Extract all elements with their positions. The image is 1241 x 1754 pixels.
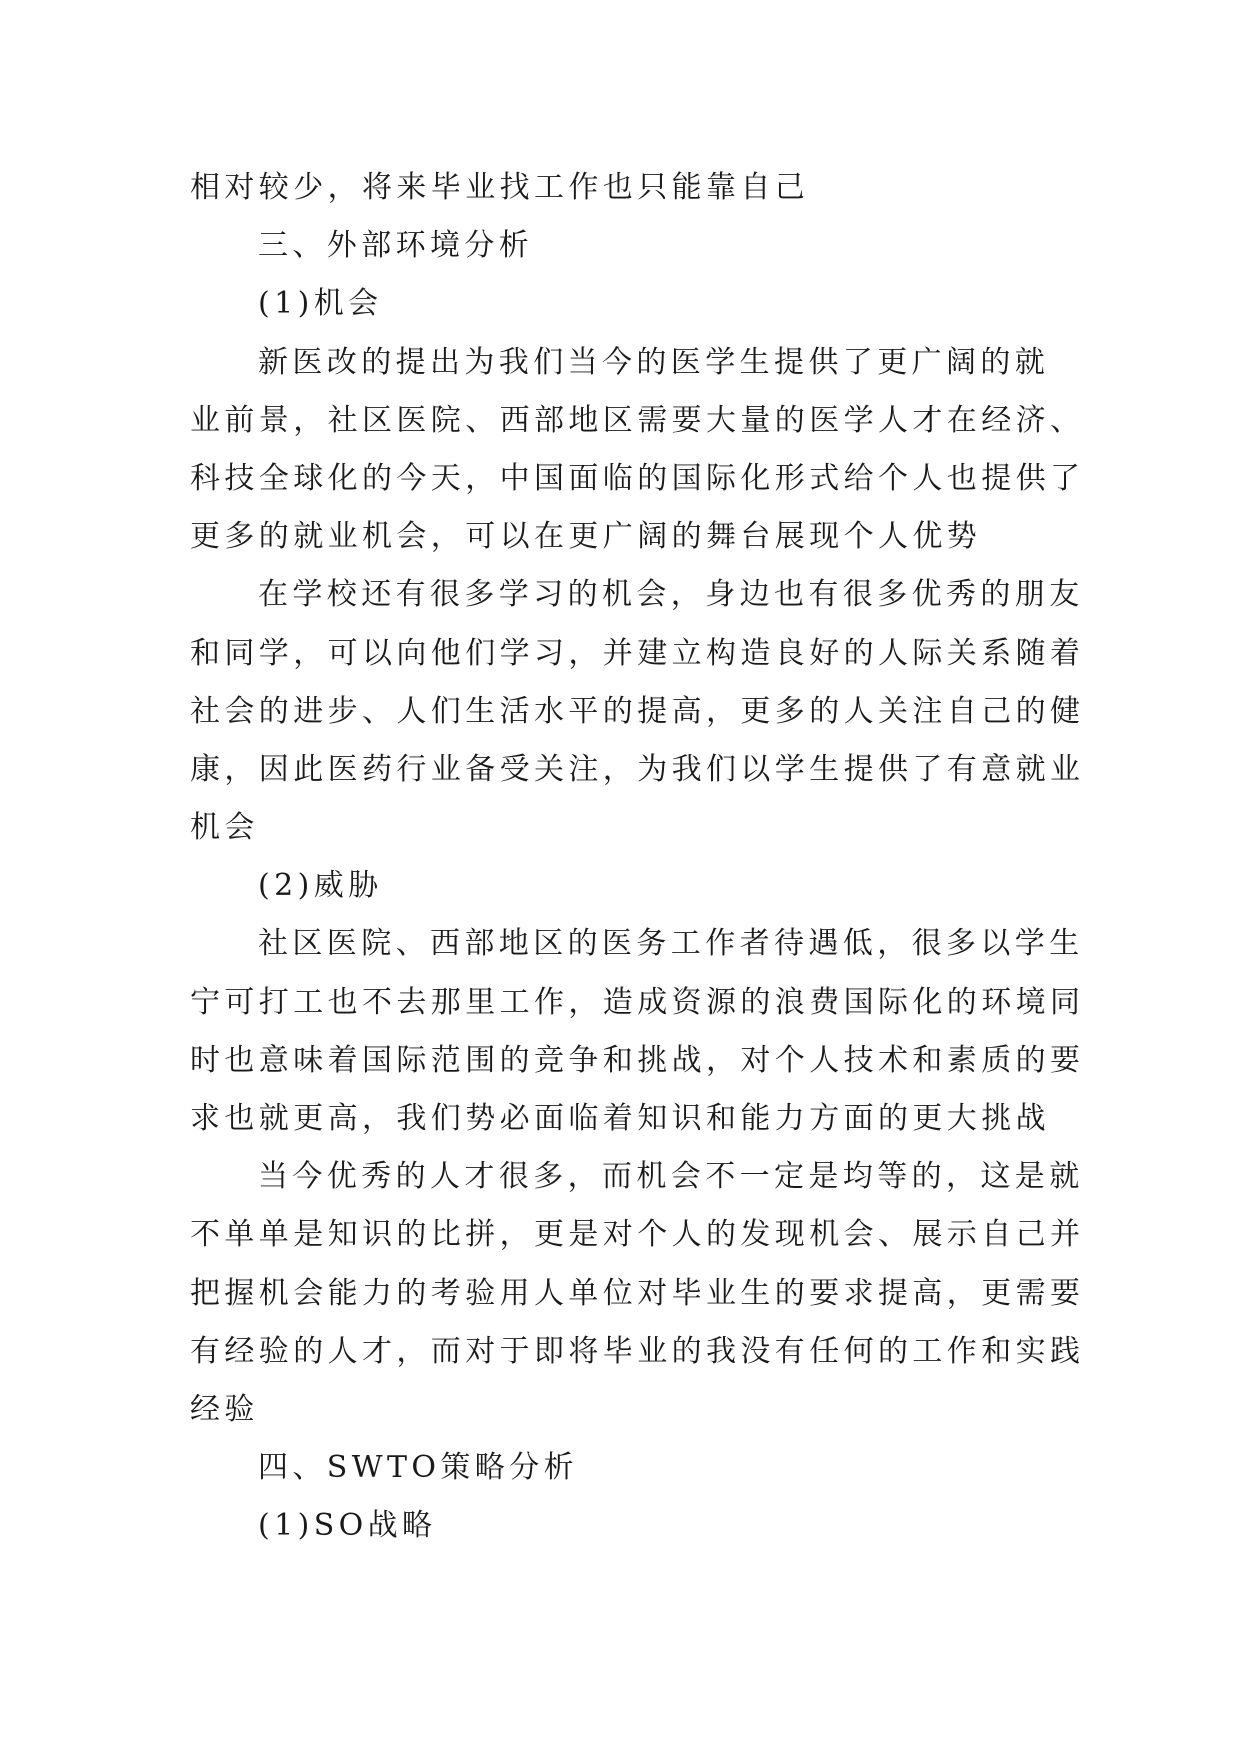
paragraph-first-line: 新医改的提出为我们当今的医学生提供了更广阔的就: [258, 344, 1050, 380]
text-line: 相对较少，将来毕业找工作也只能靠自己: [190, 170, 810, 205]
text-line: 科技全球化的今天，中国面临的国际化形式给个人也提供了: [190, 460, 1085, 496]
paragraph-first-line: 社区医院、西部地区的医务工作者待遇低，很多以学生: [258, 926, 1084, 962]
text-line: 不单单是知识的比拼，更是对个人的发现机会、展示自己并: [190, 1217, 1085, 1253]
paragraph-first-line: 四、SWTO策略分析: [258, 1450, 578, 1486]
paragraph-first-line: 在学校还有很多学习的机会，身边也有很多优秀的朋友: [258, 577, 1084, 613]
paragraph-first-line: (2)威胁: [258, 868, 383, 904]
text-line: 康，因此医药行业备受关注，为我们以学生提供了有意就业: [190, 751, 1085, 787]
text-line: 机会: [190, 810, 259, 846]
document-body: [190, 159, 1085, 1556]
text-line: 求也就更高，我们势必面临着知识和能力方面的更大挑战: [190, 1101, 1050, 1136]
text-line: 更多的就业机会，可以在更广阔的舞台展现个人优势: [190, 519, 982, 555]
paragraph-first-line: 当今优秀的人才很多，而机会不一定是均等的，这是就: [258, 1159, 1084, 1195]
text-line: 和同学，可以向他们学习，并建立构造良好的人际关系随着: [190, 635, 1085, 671]
text-line: 有经验的人才，而对于即将毕业的我没有任何的工作和实践: [190, 1333, 1085, 1369]
text-line: 经验: [190, 1391, 259, 1427]
text-line: 把握机会能力的考验用人单位对毕业生的要求提高，更需要: [190, 1275, 1085, 1311]
text-line: 社会的进步、人们生活水平的提高，更多的人关注自己的健: [190, 693, 1085, 729]
paragraph-first-line: (1)机会: [258, 286, 383, 322]
text-line: 宁可打工也不去那里工作，造成资源的浪费国际化的环境同: [190, 984, 1085, 1020]
paragraph-first-line: (1)SO战略: [258, 1508, 437, 1544]
paragraph-first-line: 三、外部环境分析: [258, 228, 534, 264]
text-line: 业前景，社区医院、西部地区需要大量的医学人才在经济、: [190, 402, 1085, 438]
text-line: 时也意味着国际范围的竞争和挑战，对个人技术和素质的要: [190, 1042, 1085, 1078]
